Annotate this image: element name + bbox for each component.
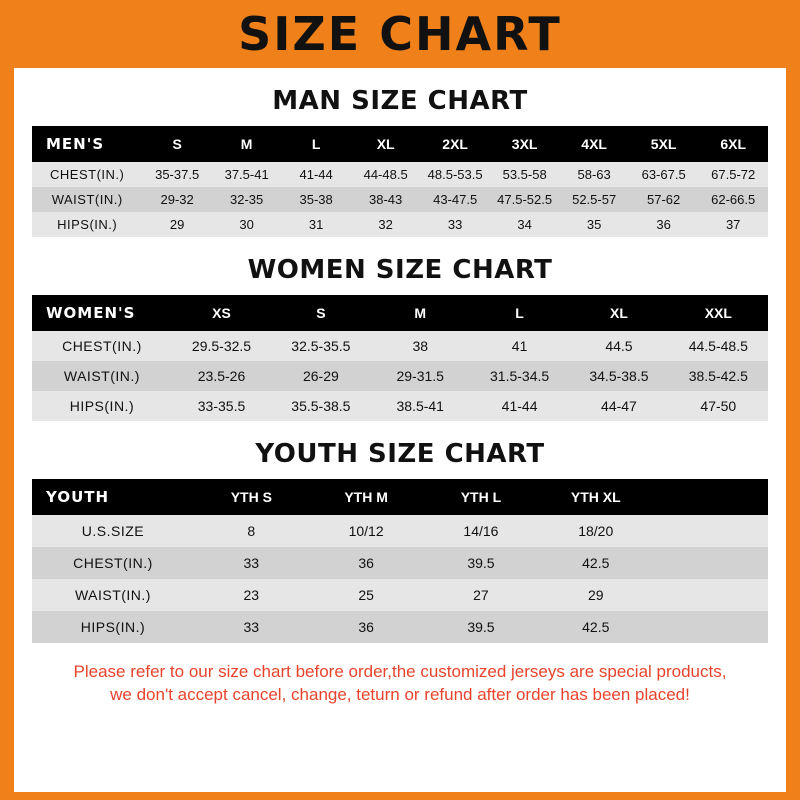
row-label: WAIST(IN.) [32,187,142,212]
table-header-row [32,479,768,515]
cell: 48.5-53.5 [420,162,490,187]
cell: 29.5-32.5 [172,331,271,361]
women-size-table [32,295,768,421]
column-header: S [271,295,370,331]
cell: 23 [194,579,309,611]
cell [653,611,768,643]
table-row [32,515,768,547]
youth-row-header-label: YOUTH [32,479,194,515]
cell: 42.5 [538,547,653,579]
cell: 34.5-38.5 [569,361,668,391]
cell: 63-67.5 [629,162,699,187]
column-header: XS [172,295,271,331]
column-header: XXL [669,295,768,331]
table-row [32,212,768,237]
row-label: WAIST(IN.) [32,579,194,611]
cell: 35-37.5 [142,162,212,187]
cell: 36 [629,212,699,237]
notice-line-2: we don't accept cancel, change, teturn or refund after order has been placed! [110,684,690,704]
cell [653,579,768,611]
cell: 35.5-38.5 [271,391,370,421]
cell: 18/20 [538,515,653,547]
table-row [32,331,768,361]
cell: 10/12 [309,515,424,547]
row-label: CHEST(IN.) [32,162,142,187]
cell [653,515,768,547]
men-size-table [32,126,768,237]
column-header [653,479,768,515]
men-section-title: MAN SIZE CHART [272,86,528,116]
table-row [32,361,768,391]
cell: 44.5 [569,331,668,361]
table-row [32,162,768,187]
row-label: U.S.SIZE [32,515,194,547]
cell: 41-44 [470,391,569,421]
cell: 39.5 [424,611,539,643]
order-policy-notice [32,661,768,707]
column-header: 5XL [629,126,699,162]
cell: 33 [420,212,490,237]
column-header: M [371,295,470,331]
column-header: 6XL [698,126,768,162]
cell: 44-48.5 [351,162,421,187]
column-header: YTH M [309,479,424,515]
cell: 29-31.5 [371,361,470,391]
cell: 47-50 [669,391,768,421]
cell: 47.5-52.5 [490,187,560,212]
content-area [14,86,786,707]
cell: 53.5-58 [490,162,560,187]
column-header: M [212,126,282,162]
cell: 30 [212,212,282,237]
cell: 33 [194,611,309,643]
cell: 35 [559,212,629,237]
cell: 32-35 [212,187,282,212]
column-header: 4XL [559,126,629,162]
column-header: 2XL [420,126,490,162]
cell: 37.5-41 [212,162,282,187]
youth-size-table [32,479,768,643]
column-header: XL [351,126,421,162]
cell: 32.5-35.5 [271,331,370,361]
cell: 42.5 [538,611,653,643]
column-header: L [281,126,351,162]
cell: 36 [309,611,424,643]
row-label: HIPS(IN.) [32,391,172,421]
cell: 33-35.5 [172,391,271,421]
cell: 58-63 [559,162,629,187]
cell: 41-44 [281,162,351,187]
men-row-header-label: MEN'S [32,126,142,162]
cell: 38.5-41 [371,391,470,421]
cell: 35-38 [281,187,351,212]
cell: 38 [371,331,470,361]
row-label: CHEST(IN.) [32,331,172,361]
cell: 14/16 [424,515,539,547]
women-row-header-label: WOMEN'S [32,295,172,331]
cell: 23.5-26 [172,361,271,391]
cell: 8 [194,515,309,547]
column-header: XL [569,295,668,331]
table-header-row [32,126,768,162]
column-header: YTH XL [538,479,653,515]
cell: 31 [281,212,351,237]
column-header: 3XL [490,126,560,162]
cell: 26-29 [271,361,370,391]
row-label: WAIST(IN.) [32,361,172,391]
cell: 37 [698,212,768,237]
header-banner [0,0,800,68]
column-header: YTH L [424,479,539,515]
cell: 33 [194,547,309,579]
column-header: YTH S [194,479,309,515]
table-row [32,611,768,643]
row-label: HIPS(IN.) [32,611,194,643]
cell: 62-66.5 [698,187,768,212]
youth-section-title: YOUTH SIZE CHART [255,439,545,469]
notice-line-1: Please refer to our size chart before order,the customized jerseys are special products, [73,662,727,681]
cell: 29 [142,212,212,237]
cell: 44.5-48.5 [669,331,768,361]
cell: 38-43 [351,187,421,212]
cell: 41 [470,331,569,361]
cell: 67.5-72 [698,162,768,187]
cell: 29-32 [142,187,212,212]
cell [653,547,768,579]
cell: 25 [309,579,424,611]
women-section-title: WOMEN SIZE CHART [247,255,553,285]
page-title: SIZE CHART [238,7,562,61]
cell: 32 [351,212,421,237]
cell: 57-62 [629,187,699,212]
row-label: HIPS(IN.) [32,212,142,237]
cell: 36 [309,547,424,579]
table-row [32,391,768,421]
column-header: S [142,126,212,162]
table-header-row [32,295,768,331]
cell: 52.5-57 [559,187,629,212]
cell: 44-47 [569,391,668,421]
table-row [32,579,768,611]
column-header: L [470,295,569,331]
cell: 34 [490,212,560,237]
cell: 43-47.5 [420,187,490,212]
cell: 38.5-42.5 [669,361,768,391]
cell: 31.5-34.5 [470,361,569,391]
cell: 29 [538,579,653,611]
row-label: CHEST(IN.) [32,547,194,579]
footer-strip [0,792,800,800]
cell: 27 [424,579,539,611]
table-row [32,187,768,212]
cell: 39.5 [424,547,539,579]
table-row [32,547,768,579]
